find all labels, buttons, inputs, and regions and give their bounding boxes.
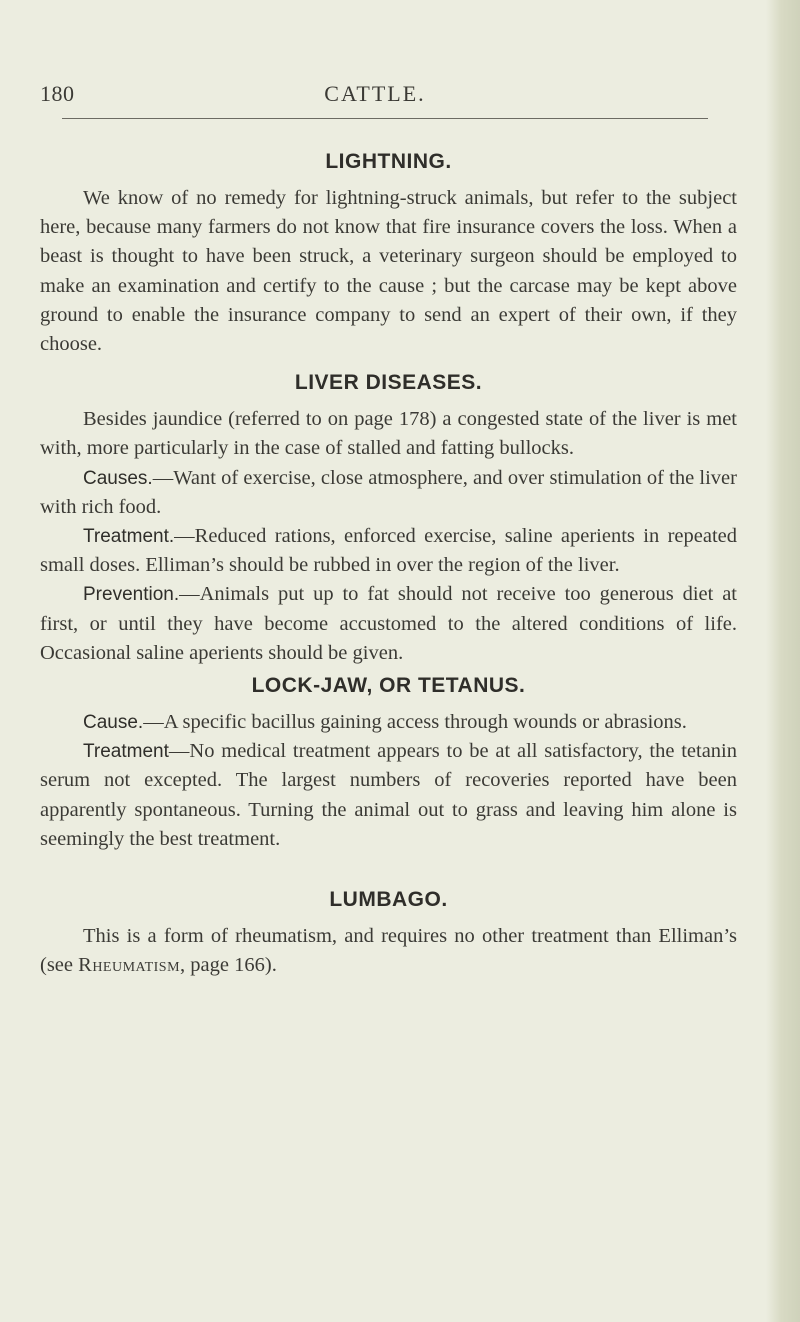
paragraph-liver-intro: Besides jaundice (referred to on page 178) a congested state of the liver is met with, more particularly in the case of stalled and fatting bullocks. bbox=[40, 408, 737, 460]
heading-lightning: LIGHTNING. bbox=[325, 150, 452, 173]
paragraph-liver-treatment bbox=[40, 522, 737, 580]
text-lumbago-before: This is a form of rheumatism, and requires no other treatment than Elliman’s (see bbox=[40, 925, 737, 977]
paragraph-liver-causes bbox=[40, 464, 737, 522]
text-prevention: —Animals put up to fat should not receive too generous diet at first, or until they have become accustomed to the altered conditions of life. Occasional saline aperients should be given. bbox=[40, 583, 737, 664]
text-lumbago-after: , page 166). bbox=[180, 954, 277, 977]
heading-lock-jaw: LOCK-JAW, OR TETANUS. bbox=[251, 674, 526, 698]
running-head bbox=[40, 76, 710, 116]
xref-rheumatism: Rheumatism bbox=[78, 954, 181, 977]
heading-lumbago: LUMBAGO. bbox=[329, 888, 448, 912]
heading-liver-diseases: LIVER DISEASES. bbox=[294, 371, 483, 395]
label-cause: Cause. bbox=[83, 712, 144, 734]
paragraph-lightning: We know of no remedy for lightning-struck animals, but refer to the subject here, because many farmers do not know that fire insurance covers the loss. When a beast is thought to have been struck, a veterinary surgeon should be employed to make an examination and certify to the cause ; but the carcase may be kept above ground to enable the insurance company to send an expert of their own, if they choose. bbox=[40, 187, 737, 356]
paragraph-lumbago bbox=[40, 922, 737, 980]
running-title: CATTLE. bbox=[324, 81, 426, 106]
paragraph-lockjaw-treatment bbox=[40, 737, 737, 854]
page-edge-shadow bbox=[766, 0, 800, 1322]
text-cause: —A specific bacillus gaining access through wounds or abrasions. bbox=[143, 711, 687, 734]
paragraph-liver-prevention bbox=[40, 580, 737, 668]
label-causes: Causes. bbox=[83, 467, 153, 489]
section-gap bbox=[40, 854, 737, 876]
paragraph-lockjaw-cause bbox=[40, 708, 737, 737]
page-body bbox=[40, 138, 737, 980]
label-prevention: Prevention. bbox=[83, 584, 180, 606]
text-lockjaw-treatment: —No medical treatment appears to be at all satisfactory, the tetanin serum not excepted. The largest numbers of recoveries reported have been apparently spontaneous. Turning the animal out to grass and leaving him alone is seemingly the best treatment. bbox=[40, 740, 737, 850]
text-causes: —Want of exercise, close atmosphere, and over stimulation of the liver with rich food. bbox=[40, 466, 737, 518]
text-treatment: —Reduced rations, enforced exercise, saline aperients in repeated small doses. Elliman’s should be rubbed in over the region of the liver. bbox=[40, 525, 737, 577]
label-treatment: Treatment. bbox=[83, 526, 175, 548]
header-rule bbox=[62, 118, 708, 119]
label-lockjaw-treatment: Treatment bbox=[83, 741, 169, 763]
page-number: 180 bbox=[40, 81, 75, 106]
